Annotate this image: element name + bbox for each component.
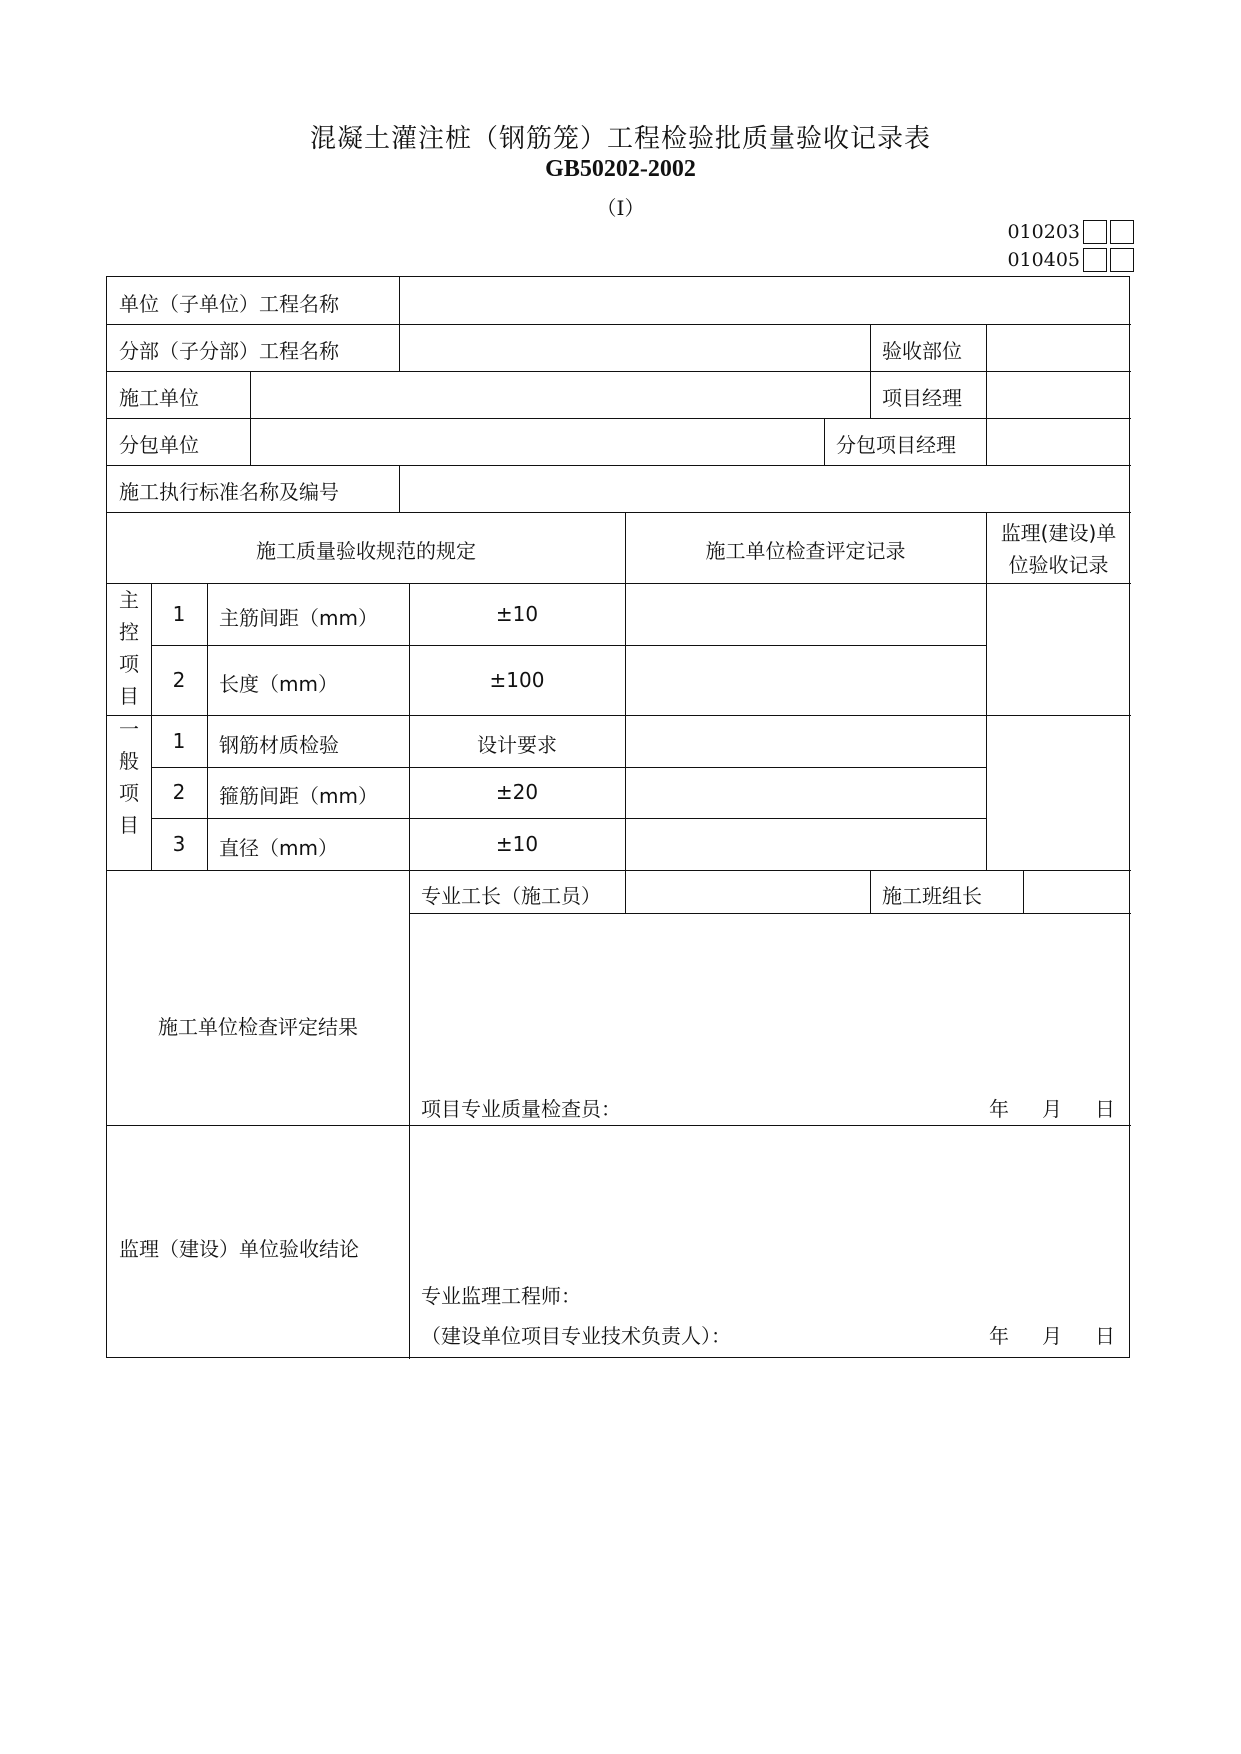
item-name: 长度（mm） bbox=[219, 672, 338, 696]
record-column-header: 施工单位检查评定记录 bbox=[705, 539, 906, 563]
item-tolerance: ±10 bbox=[495, 602, 539, 626]
code-label: 010203 bbox=[1007, 221, 1080, 243]
col-divider bbox=[250, 371, 251, 465]
sub-project-manager-label: 分包项目经理 bbox=[836, 433, 956, 457]
row-divider bbox=[107, 512, 1131, 513]
item-name: 箍筋间距（mm） bbox=[219, 784, 378, 808]
main-control-group-label: 主 控 项 目 bbox=[119, 588, 139, 708]
date-month: 月 bbox=[1042, 1324, 1062, 1348]
row-divider bbox=[107, 371, 1131, 372]
item-name: 钢筋材质检验 bbox=[219, 733, 339, 757]
team-leader-label: 施工班组长 bbox=[882, 884, 982, 908]
row-divider bbox=[107, 870, 1131, 871]
row-divider bbox=[107, 715, 1131, 716]
col-divider bbox=[399, 465, 400, 512]
col-divider bbox=[1023, 870, 1024, 913]
code-row bbox=[1007, 246, 1134, 274]
acceptance-location-label: 验收部位 bbox=[882, 339, 962, 363]
item-number: 2 bbox=[172, 668, 186, 692]
construction-unit-label: 施工单位 bbox=[119, 386, 199, 410]
subcontractor-label: 分包单位 bbox=[119, 433, 199, 457]
item-number: 2 bbox=[172, 780, 186, 804]
date-year: 年 bbox=[989, 1324, 1009, 1348]
item-name: 主筋间距（mm） bbox=[219, 606, 378, 630]
technical-lead-label: （建设单位项目专业技术负责人）： bbox=[421, 1324, 731, 1348]
form-variant: （Ⅰ） bbox=[596, 196, 645, 220]
item-tolerance: 设计要求 bbox=[477, 733, 557, 757]
supervision-header-line: 监理(建设)单 bbox=[1000, 521, 1117, 545]
col-divider bbox=[625, 512, 626, 870]
code-box[interactable] bbox=[1083, 220, 1107, 244]
row-divider bbox=[107, 324, 1131, 325]
code-box[interactable] bbox=[1110, 220, 1134, 244]
construction-result-label: 施工单位检查评定结果 bbox=[158, 1015, 358, 1039]
col-divider bbox=[870, 371, 871, 418]
col-divider bbox=[399, 324, 400, 371]
acceptance-form bbox=[106, 276, 1130, 1358]
col-divider bbox=[986, 324, 987, 371]
foreman-label: 专业工长（施工员） bbox=[421, 884, 601, 908]
row-divider bbox=[151, 767, 986, 768]
standard-name-label: 施工执行标准名称及编号 bbox=[119, 480, 339, 504]
code-row bbox=[1007, 218, 1134, 246]
col-divider bbox=[870, 324, 871, 371]
spec-column-header: 施工质量验收规范的规定 bbox=[256, 539, 476, 563]
form-codes bbox=[1007, 218, 1134, 274]
date-day: 日 bbox=[1095, 1097, 1115, 1121]
item-tolerance: ±10 bbox=[495, 832, 539, 856]
code-label: 010405 bbox=[1007, 249, 1080, 271]
col-divider bbox=[399, 277, 400, 324]
col-divider bbox=[409, 583, 410, 870]
row-divider bbox=[409, 913, 1131, 914]
code-box[interactable] bbox=[1110, 248, 1134, 272]
item-tolerance: ±100 bbox=[489, 668, 545, 692]
supervision-header-line: 位验收记录 bbox=[1008, 553, 1109, 577]
date-month: 月 bbox=[1042, 1097, 1062, 1121]
form-title: 混凝土灌注桩（钢筋笼）工程检验批质量验收记录表 bbox=[309, 124, 931, 154]
col-divider bbox=[409, 870, 410, 1359]
unit-project-name-label: 单位（子单位）工程名称 bbox=[119, 292, 339, 316]
col-divider bbox=[625, 870, 626, 913]
col-divider bbox=[870, 870, 871, 913]
row-divider bbox=[107, 1125, 1131, 1126]
col-divider bbox=[824, 418, 825, 465]
supervision-engineer-label: 专业监理工程师： bbox=[421, 1284, 581, 1308]
division-project-name-label: 分部（子分部）工程名称 bbox=[119, 339, 339, 363]
project-manager-label: 项目经理 bbox=[882, 386, 962, 410]
item-number: 3 bbox=[172, 832, 186, 856]
general-group-label: 一 般 项 目 bbox=[119, 717, 139, 837]
row-divider bbox=[151, 818, 986, 819]
date-day: 日 bbox=[1095, 1324, 1115, 1348]
row-divider bbox=[107, 583, 1131, 584]
item-number: 1 bbox=[172, 602, 186, 626]
row-divider bbox=[107, 465, 1131, 466]
col-divider bbox=[207, 583, 208, 870]
supervision-column-header bbox=[986, 517, 1131, 581]
col-divider bbox=[151, 583, 152, 870]
supervision-conclusion-label: 监理（建设）单位验收结论 bbox=[119, 1237, 359, 1261]
row-divider bbox=[107, 418, 1131, 419]
code-box[interactable] bbox=[1083, 248, 1107, 272]
col-divider bbox=[986, 371, 987, 465]
row-divider bbox=[151, 645, 986, 646]
item-name: 直径（mm） bbox=[219, 836, 338, 860]
date-year: 年 bbox=[989, 1097, 1009, 1121]
standard-code: GB50202-2002 bbox=[545, 156, 696, 182]
quality-inspector-label: 项目专业质量检查员： bbox=[421, 1097, 621, 1121]
item-number: 1 bbox=[172, 729, 186, 753]
item-tolerance: ±20 bbox=[495, 780, 539, 804]
